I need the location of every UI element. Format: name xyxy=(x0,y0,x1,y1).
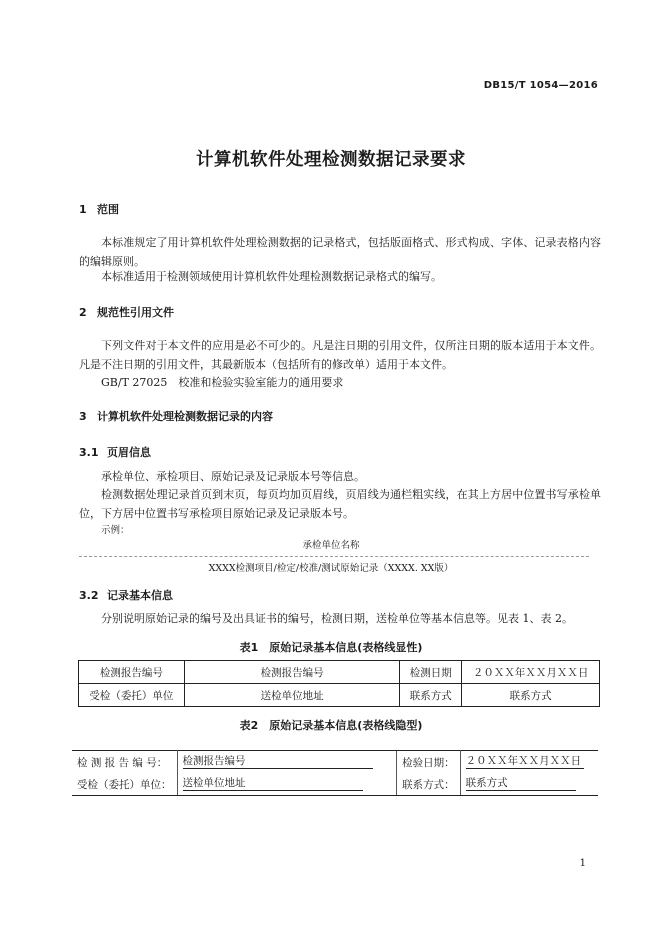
section-3-heading xyxy=(79,408,273,424)
table-cell-label: 受检（委托）单位： xyxy=(72,773,177,796)
table-cell-label: 检验日期： xyxy=(397,751,461,774)
table-cell: 受检（委托）单位 xyxy=(79,684,185,707)
section-2-paragraph-1: 下列文件对于本文件的应用是必不可少的。凡是注日期的引用文件，仅所注日期的版本适用于本文件。凡是不注日期的引用文件，其最新版本（包括所有的修改单）适用于本文件。 xyxy=(79,339,601,371)
table-row xyxy=(72,773,598,796)
section-number: 2 xyxy=(79,306,87,319)
table-cell-value xyxy=(460,773,598,796)
example-unit-name: 承检单位名称 xyxy=(302,540,360,551)
section-title: 页眉信息 xyxy=(107,446,151,459)
section-number: 3.1 xyxy=(79,446,99,459)
section-title: 记录基本信息 xyxy=(107,589,173,602)
section-3-1-paragraph-2: 检测数据处理记录首页到末页，每页均加页眉线，页眉线为通栏粗实线，在其上方居中位置书写承检单位，下方居中位置书写承检项目原始记录及记录版本号。 xyxy=(79,488,601,520)
section-3-2-heading xyxy=(79,587,173,603)
table-cell: 联系方式 xyxy=(400,684,462,707)
table-2 xyxy=(72,750,598,796)
document-title: 计算机软件处理检测数据记录要求 xyxy=(196,150,466,170)
section-3-1-paragraph-1: 承检单位、承检项目、原始记录及记录版本号等信息。 xyxy=(101,470,365,483)
example-header-rule xyxy=(79,556,589,557)
table-cell: 联系方式 xyxy=(462,684,600,707)
section-3-1-heading xyxy=(79,444,151,460)
section-number: 1 xyxy=(79,203,87,216)
table-cell: 检测日期 xyxy=(400,661,462,684)
standard-code: DB15/T 1054—2016 xyxy=(483,80,598,91)
underlined-value: 检测报告编号 xyxy=(183,755,373,769)
table-row xyxy=(72,751,598,774)
table-2-caption: 表2 原始记录基本信息(表格线隐型) xyxy=(239,719,423,732)
section-title: 范围 xyxy=(97,203,119,216)
table-1 xyxy=(78,660,600,707)
section-2-reference: GB/T 27025 校准和检验实验室能力的通用要求 xyxy=(101,376,344,389)
table-cell: ２０ＸＸ年ＸＸ月ＸＸ日 xyxy=(462,661,600,684)
page-number: 1 xyxy=(579,858,586,869)
table-cell-value xyxy=(177,751,397,774)
example-record-line: XXXX检测项目/检定/校准/测试原始记录（XXXX. XX版） xyxy=(208,563,454,574)
table-1-caption: 表1 原始记录基本信息(表格线显性) xyxy=(239,641,423,654)
underlined-value: 联系方式 xyxy=(466,777,576,791)
section-number: 3 xyxy=(79,410,87,423)
section-title: 规范性引用文件 xyxy=(97,306,174,319)
section-2-heading xyxy=(79,304,174,320)
section-1-heading xyxy=(79,201,119,217)
underlined-value: 送检单位地址 xyxy=(183,777,363,791)
table-cell-value xyxy=(177,773,397,796)
table-cell: 送检单位地址 xyxy=(184,684,400,707)
table-cell-label: 联系方式： xyxy=(397,773,461,796)
table-row xyxy=(79,661,600,684)
table-cell-label: 检 测 报 告 编 号： xyxy=(72,751,177,774)
table-cell-value xyxy=(460,751,598,774)
section-1-paragraph-1: 本标准规定了用计算机软件处理检测数据的记录格式，包括版面格式、形式构成、字体、记录表格内容的编辑原则。 xyxy=(79,236,601,268)
table-row xyxy=(79,684,600,707)
example-label: 示例： xyxy=(101,525,130,536)
table-cell: 检测报告编号 xyxy=(79,661,185,684)
section-number: 3.2 xyxy=(79,589,99,602)
table-cell: 检测报告编号 xyxy=(184,661,400,684)
underlined-value: ２０ＸＸ年ＸＸ月ＸＸ日 xyxy=(466,755,584,769)
section-3-2-paragraph-1: 分别说明原始记录的编号及出具证书的编号，检测日期，送检单位等基本信息等。见表 1、表 2。 xyxy=(101,612,573,625)
section-1-paragraph-2: 本标准适用于检测领域使用计算机软件处理检测数据记录格式的编写。 xyxy=(101,270,442,283)
section-title: 计算机软件处理检测数据记录的内容 xyxy=(97,410,273,423)
